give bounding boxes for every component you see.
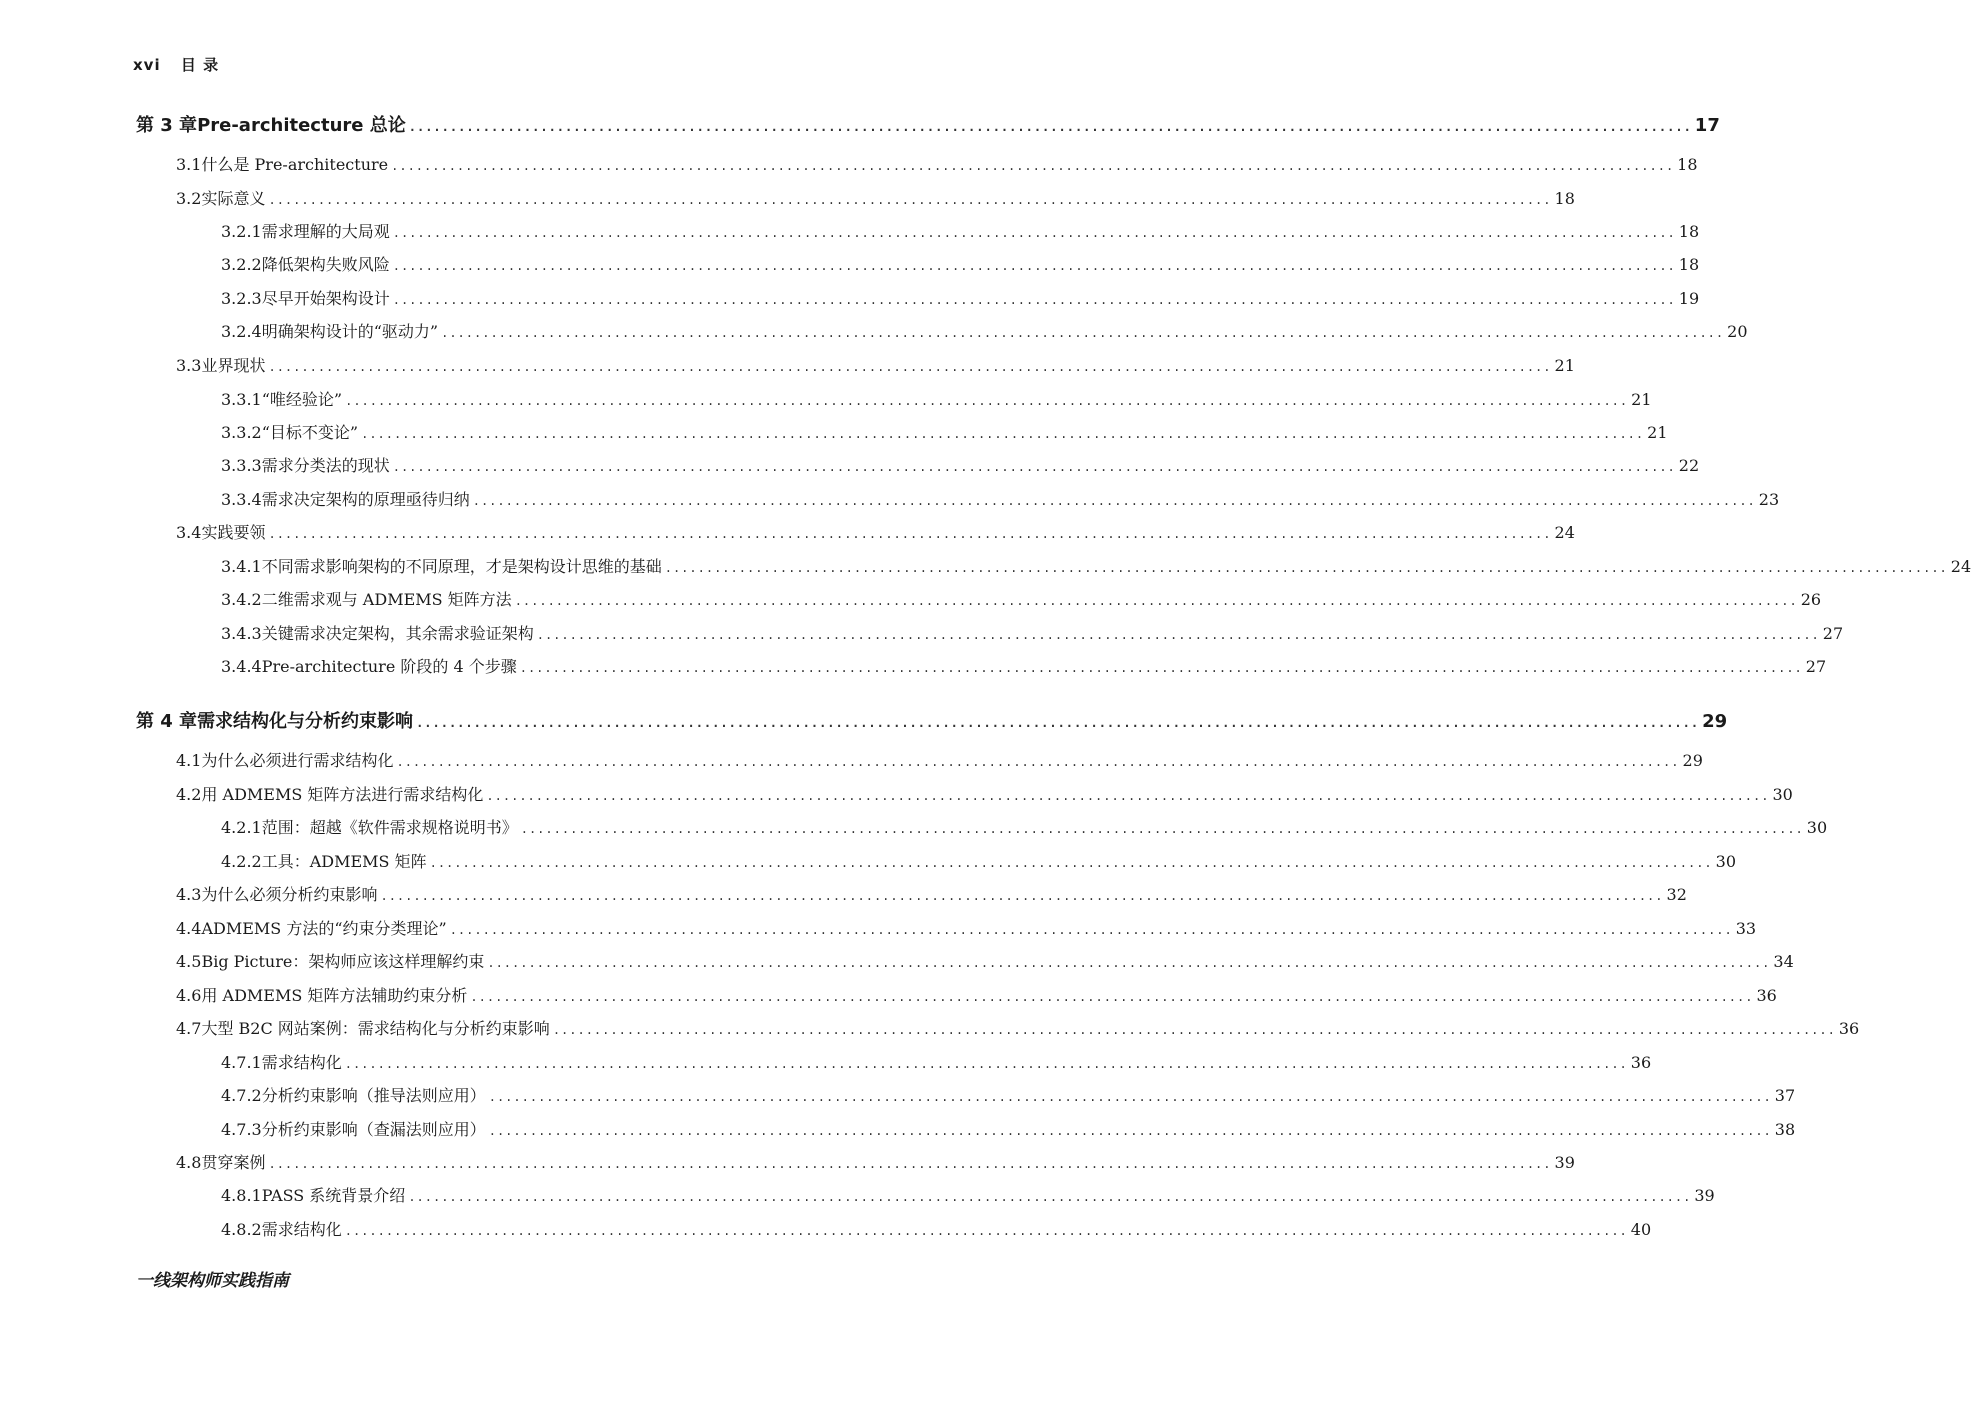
toc-page: 38: [1774, 1120, 1796, 1139]
toc-page: 29: [1682, 751, 1703, 770]
toc-page: 30: [1715, 852, 1737, 871]
dot-leader: ............................................................................................................................................................: [396, 755, 1680, 769]
toc-number: 4.4: [176, 919, 202, 938]
toc-chapter-4[interactable]: [136, 709, 1728, 735]
toc-number: 3.3: [176, 356, 202, 375]
toc-title: 明确架构设计的“驱动力”: [261, 322, 439, 341]
toc-section-4-6[interactable]: [176, 983, 1777, 1009]
toc-title: 分析约束影响（查漏法则应用）: [261, 1120, 486, 1139]
toc-page: 27: [1822, 624, 1844, 643]
toc-number: 4.7.2: [221, 1086, 262, 1105]
toc-number: 4.8.1: [221, 1186, 262, 1205]
running-header: [133, 54, 219, 75]
toc-subsection-3-2-3[interactable]: [221, 286, 1700, 312]
toc-page: 40: [1630, 1220, 1652, 1239]
toc-number: 3.2.3: [221, 289, 262, 308]
toc-subsection-3-3-1[interactable]: [221, 387, 1652, 413]
toc-number: 第 4 章: [136, 711, 198, 732]
toc-number: 4.7: [176, 1019, 202, 1038]
toc-title: 大型 B2C 网站案例：需求结构化与分析约束影响: [201, 1019, 550, 1038]
dot-leader: ............................................................................................................................................................: [408, 1190, 1692, 1204]
toc-title: ADMEMS 方法的“约束分类理论”: [201, 919, 447, 938]
toc-subsection-3-3-3[interactable]: [221, 453, 1700, 479]
toc-number: 3.3.3: [221, 456, 262, 475]
toc-page: 30: [1772, 785, 1793, 804]
toc-subsection-3-2-4[interactable]: [221, 319, 1748, 345]
toc-number: 3.4.3: [221, 624, 262, 643]
dot-leader: ............................................................................................................................................................: [392, 259, 1676, 273]
toc-title: PASS 系统背景介绍: [261, 1186, 406, 1205]
dot-leader: ............................................................................................................................................................: [408, 120, 1692, 134]
toc-number: 4.5: [176, 952, 202, 971]
toc-page: 20: [1727, 322, 1748, 341]
toc-title: 不同需求影响架构的不同原理，才是架构设计思维的基础: [261, 557, 662, 576]
toc-number: 3.2.4: [221, 322, 262, 341]
toc-number: 3.2: [176, 189, 202, 208]
toc-page: 23: [1758, 490, 1780, 509]
dot-leader: ............................................................................................................................................................: [470, 990, 1754, 1004]
toc-page: 21: [1647, 423, 1668, 442]
toc-section-3-2[interactable]: [176, 186, 1575, 212]
toc-page: 29: [1702, 711, 1728, 732]
toc-title: 需求结构化与分析约束影响: [197, 711, 414, 732]
dot-leader: ............................................................................................................................................................: [268, 360, 1552, 374]
toc-number: 4.6: [176, 986, 202, 1005]
toc-number: 3.4: [176, 523, 202, 542]
toc-section-4-1[interactable]: [176, 748, 1703, 774]
toc-title: 为什么必须进行需求结构化: [201, 751, 394, 770]
toc-number: 3.3.4: [221, 490, 262, 509]
toc-title: Big Picture：架构师应该这样理解约束: [201, 952, 485, 971]
toc-page: 24: [1950, 557, 1971, 576]
toc-page: 34: [1773, 952, 1794, 971]
toc-title: 需求分类法的现状: [261, 456, 390, 475]
toc-number: 4.1: [176, 751, 202, 770]
toc-number: 3.4.2: [221, 590, 262, 609]
toc-page: 19: [1678, 289, 1700, 308]
dot-leader: ............................................................................................................................................................: [268, 1157, 1552, 1171]
toc-title: 需求决定架构的原理亟待归纳: [261, 490, 470, 509]
toc-subsection-3-2-1[interactable]: [221, 219, 1700, 245]
toc-subsection-3-3-4[interactable]: [221, 487, 1780, 513]
toc-number: 4.2.2: [221, 852, 262, 871]
toc-title: 降低架构失败风险: [261, 255, 390, 274]
dot-leader: ............................................................................................................................................................: [429, 856, 1713, 870]
dot-leader: ............................................................................................................................................................: [486, 789, 1770, 803]
toc-number: 3.3.2: [221, 423, 262, 442]
toc-title: 用 ADMEMS 矩阵方法进行需求结构化: [201, 785, 484, 804]
toc-page: 17: [1694, 115, 1720, 136]
dot-leader: ............................................................................................................................................................: [361, 427, 1645, 441]
toc-number: 3.3.1: [221, 390, 262, 409]
toc-title: 工具：ADMEMS 矩阵: [261, 852, 427, 871]
toc-page: 36: [1630, 1053, 1652, 1072]
dot-leader: ............................................................................................................................................................: [392, 293, 1676, 307]
toc-section-4-7[interactable]: [176, 1016, 1860, 1042]
toc-subsection-4-7-3[interactable]: [221, 1117, 1796, 1143]
toc-subsection-4-8-1[interactable]: [221, 1183, 1715, 1209]
dot-leader: ............................................................................................................................................................: [520, 822, 1804, 836]
toc-title: 实际意义: [201, 189, 266, 208]
toc-page: 36: [1756, 986, 1777, 1005]
toc-subsection-4-7-1[interactable]: [221, 1050, 1652, 1076]
toc-subsection-4-2-2[interactable]: [221, 849, 1737, 875]
toc-page: 27: [1805, 657, 1827, 676]
dot-leader: ............................................................................................................................................................: [488, 1124, 1772, 1138]
toc-title: 用 ADMEMS 矩阵方法辅助约束分析: [201, 986, 468, 1005]
toc-page: 39: [1554, 1153, 1575, 1172]
header-page-number: xvi: [133, 56, 161, 74]
toc-page: 33: [1735, 919, 1757, 938]
toc-number: 4.2.1: [221, 818, 262, 837]
dot-leader: ............................................................................................................................................................: [487, 956, 1771, 970]
toc-page: 36: [1838, 1019, 1860, 1038]
toc-title: 分析约束影响（推导法则应用）: [261, 1086, 486, 1105]
toc-section-4-2[interactable]: [176, 782, 1793, 808]
toc-section-3-3[interactable]: [176, 353, 1575, 379]
toc-page: 18: [1678, 222, 1700, 241]
dot-leader: ............................................................................................................................................................: [519, 661, 1803, 675]
dot-leader: ............................................................................................................................................................: [441, 326, 1725, 340]
dot-leader: ............................................................................................................................................................: [416, 716, 1700, 730]
toc-title: 实践要领: [201, 523, 266, 542]
toc-title: 需求理解的大局观: [261, 222, 390, 241]
dot-leader: ............................................................................................................................................................: [552, 1023, 1836, 1037]
dot-leader: ............................................................................................................................................................: [472, 494, 1756, 508]
dot-leader: ............................................................................................................................................................: [345, 394, 1629, 408]
toc-title: 什么是 Pre-architecture: [201, 155, 389, 174]
toc-number: 3.4.4: [221, 657, 262, 676]
toc-page: 37: [1774, 1086, 1796, 1105]
toc-title: Pre-architecture 阶段的 4 个步骤: [261, 657, 517, 676]
toc-subsection-3-3-2[interactable]: [221, 420, 1668, 446]
toc-title: Pre-architecture 总论: [197, 115, 406, 136]
dot-leader: ............................................................................................................................................................: [380, 889, 1664, 903]
toc-title: 需求结构化: [261, 1053, 342, 1072]
dot-leader: ............................................................................................................................................................: [268, 193, 1552, 207]
toc-number: 4.7.3: [221, 1120, 262, 1139]
header-title: 目 录: [180, 56, 220, 74]
toc-page: 18: [1554, 189, 1575, 208]
toc-subsection-3-4-2[interactable]: [221, 587, 1822, 613]
dot-leader: ............................................................................................................................................................: [392, 226, 1676, 240]
toc-section-4-8[interactable]: [176, 1150, 1575, 1176]
toc-page: 24: [1554, 523, 1575, 542]
toc-number: 第 3 章: [136, 115, 198, 136]
running-footer: 一线架构师实践指南: [136, 1271, 289, 1291]
toc-subsection-4-2-1[interactable]: [221, 815, 1828, 841]
toc-page: 32: [1666, 885, 1687, 904]
toc-chapter-3[interactable]: [136, 113, 1720, 139]
toc-title: 尽早开始架构设计: [261, 289, 390, 308]
toc-title: “唯经验论”: [261, 390, 343, 409]
toc-title: 需求结构化: [261, 1220, 342, 1239]
dot-leader: ............................................................................................................................................................: [488, 1090, 1772, 1104]
toc-page: 39: [1694, 1186, 1715, 1205]
toc-section-4-3[interactable]: [176, 882, 1687, 908]
toc-title: 为什么必须分析约束影响: [201, 885, 378, 904]
dot-leader: ............................................................................................................................................................: [344, 1057, 1628, 1071]
toc-title: 关键需求决定架构，其余需求验证架构: [261, 624, 534, 643]
toc-page: 26: [1800, 590, 1822, 609]
toc-subsection-3-4-3[interactable]: [221, 621, 1844, 647]
dot-leader: ............................................................................................................................................................: [449, 923, 1733, 937]
toc-subsection-4-8-2[interactable]: [221, 1217, 1652, 1243]
toc-subsection-3-4-1[interactable]: [221, 554, 1971, 580]
toc-title: “目标不变论”: [261, 423, 359, 442]
toc-page: 18: [1678, 255, 1700, 274]
dot-leader: ............................................................................................................................................................: [514, 594, 1798, 608]
toc-title: 范围：超越《软件需求规格说明书》: [261, 818, 518, 837]
toc-number: 4.8: [176, 1153, 202, 1172]
toc-number: 3.1: [176, 155, 202, 174]
dot-leader: ............................................................................................................................................................: [391, 159, 1675, 173]
toc-section-3-1[interactable]: [176, 152, 1698, 178]
toc-title: 二维需求观与 ADMEMS 矩阵方法: [261, 590, 512, 609]
toc-title: 贯穿案例: [201, 1153, 266, 1172]
toc-number: 3.4.1: [221, 557, 262, 576]
toc-number: 4.7.1: [221, 1053, 262, 1072]
toc-page: 21: [1554, 356, 1575, 375]
dot-leader: ............................................................................................................................................................: [664, 561, 1948, 575]
toc-subsection-3-2-2[interactable]: [221, 252, 1700, 278]
toc-number: 4.2: [176, 785, 202, 804]
dot-leader: ............................................................................................................................................................: [344, 1224, 1628, 1238]
toc-subsection-4-7-2[interactable]: [221, 1083, 1796, 1109]
toc-page: 21: [1631, 390, 1652, 409]
toc-section-4-5[interactable]: [176, 949, 1794, 975]
dot-leader: ............................................................................................................................................................: [268, 527, 1552, 541]
dot-leader: ............................................................................................................................................................: [392, 460, 1676, 474]
toc-number: 3.2.1: [221, 222, 262, 241]
toc-page: 30: [1806, 818, 1828, 837]
toc-subsection-3-4-4[interactable]: [221, 654, 1827, 680]
toc-title: 业界现状: [201, 356, 266, 375]
toc-page: 18: [1677, 155, 1698, 174]
toc-number: 4.3: [176, 885, 202, 904]
toc-number: 4.8.2: [221, 1220, 262, 1239]
dot-leader: ............................................................................................................................................................: [536, 628, 1820, 642]
toc-section-4-4[interactable]: [176, 916, 1757, 942]
toc-page: 22: [1678, 456, 1700, 475]
toc-number: 3.2.2: [221, 255, 262, 274]
toc-section-3-4[interactable]: [176, 520, 1575, 546]
